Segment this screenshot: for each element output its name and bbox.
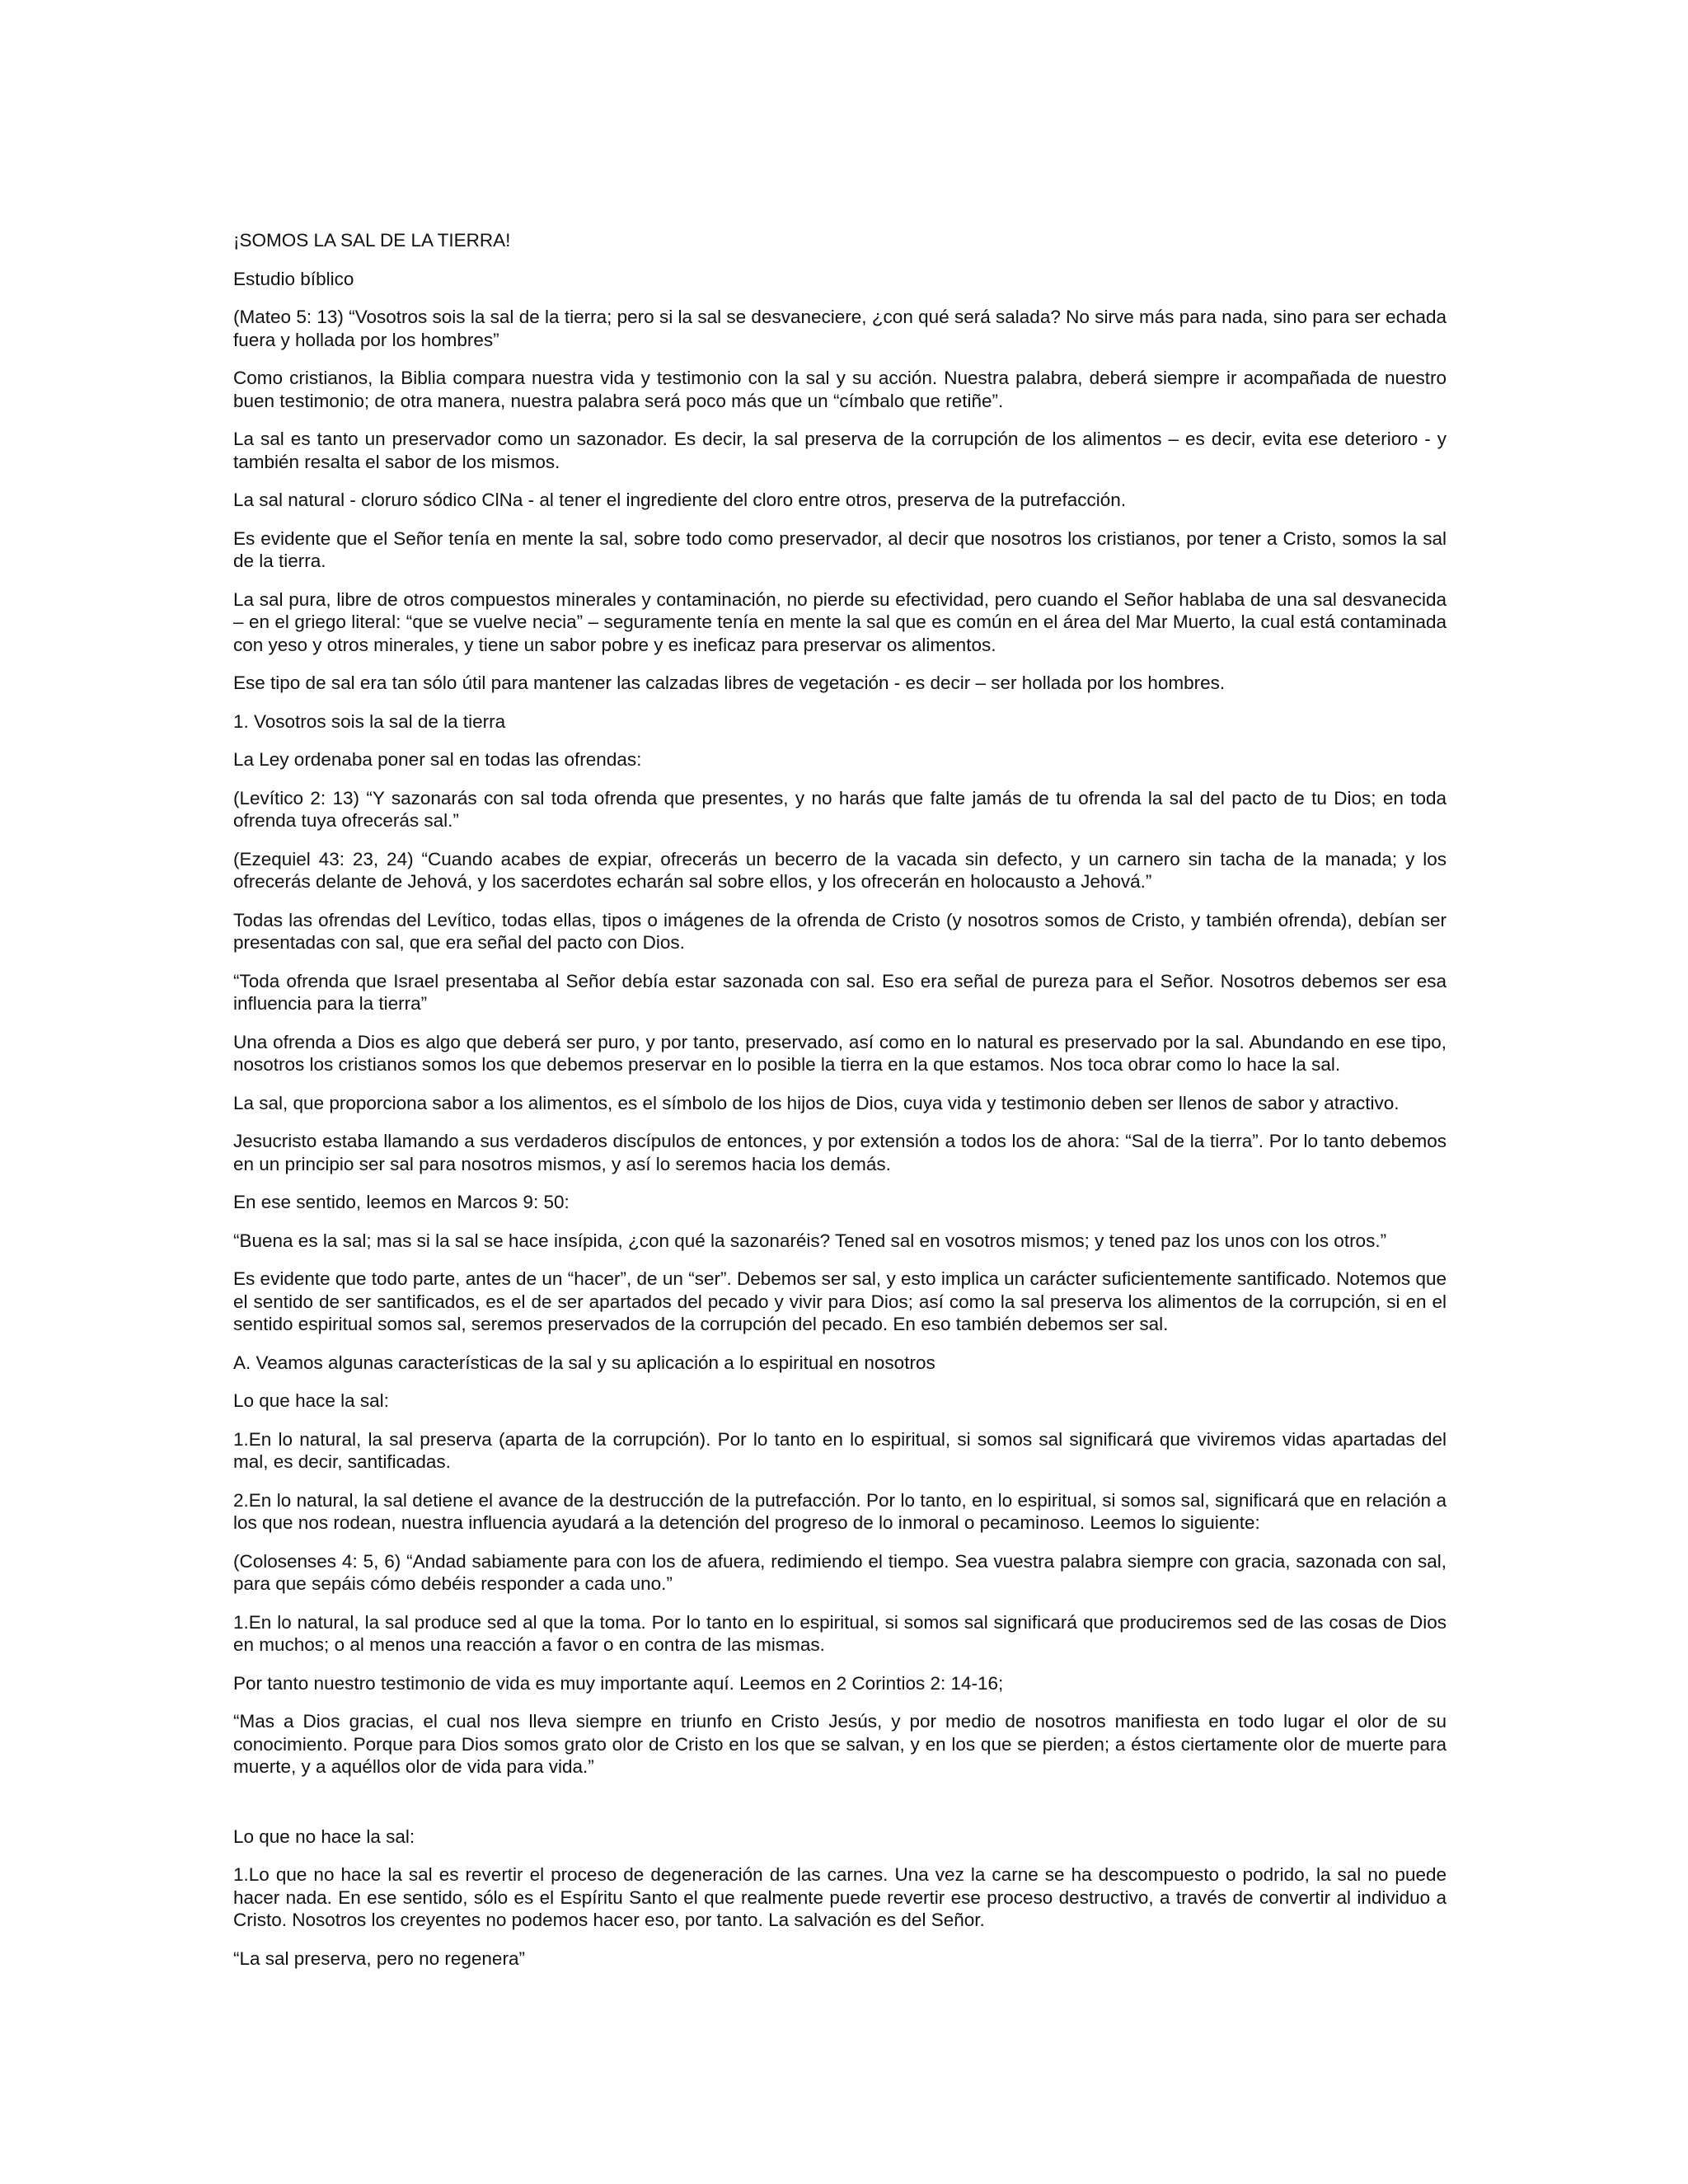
paragraph: La sal es tanto un preservador como un sazonador. Es decir, la sal preserva de la corrupción de los alimentos – es decir, evita ese deterioro - y también resalta el sabor de los mismos. (233, 429, 1447, 472)
list-item: 1.En lo natural, la sal preserva (aparta de la corrupción). Por lo tanto en lo espiritual, si somos sal significará que viviremos vidas apartadas del mal, es decir, santificadas. (233, 1428, 1447, 1472)
document-page (233, 229, 1447, 1985)
paragraph: Jesucristo estaba llamando a sus verdaderos discípulos de entonces, y por extensión a todos los de ahora: “Sal de la tierra”. Por lo tanto debemos en un principio ser sal para nosotros mismos, y así lo seremos hacia los demás. (233, 1131, 1447, 1174)
list-item: 2.En lo natural, la sal detiene el avance de la destrucción de la putrefacción. Por lo tanto, en lo espiritual, si somos sal, significará que en relación a los que nos rodean, nuestra influencia ayudará a la detención del progreso de lo inmoral o pecaminoso. Leemos lo siguiente: (233, 1489, 1447, 1533)
paragraph: “Buena es la sal; mas si la sal se hace insípida, ¿con qué la sazonaréis? Tened sal en vosotros mismos; y tened paz los unos con los otros.” (233, 1230, 1387, 1251)
paragraph: “Toda ofrenda que Israel presentaba al Señor debía estar sazonada con sal. Eso era señal de pureza para el Señor. Nosotros debemos ser esa influencia para la tierra” (233, 970, 1447, 1014)
section-heading: A. Veamos algunas características de la sal y su aplicación a lo espiritual en nosotros (233, 1352, 935, 1373)
paragraph: (Colosenses 4: 5, 6) “Andad sabiamente para con los de afuera, redimiendo el tiempo. Sea vuestra palabra siempre con gracia, sazonada con sal, para que sepáis cómo debéis responder a cada uno.” (233, 1550, 1447, 1594)
paragraph: Una ofrenda a Dios es algo que deberá ser puro, y por tanto, preservado, así como en lo natural es preservado por la sal. Abundando en ese tipo, nosotros los cristianos somos los que debemos preservar en lo posible la tierra en la que estamos. Nos toca obrar como lo hace la sal. (233, 1031, 1447, 1075)
paragraph: La Ley ordenaba poner sal en todas las ofrendas: (233, 749, 642, 770)
paragraph: “Mas a Dios gracias, el cual nos lleva siempre en triunfo en Cristo Jesús, y por medio de nosotros manifiesta en todo lugar el olor de su conocimiento. Porque para Dios somos grato olor de Cristo en los que se salvan, y en los que se pierden; a éstos ciertamente olor de muerte para muerte, y a aquéllos olor de vida para vida.” (233, 1711, 1447, 1777)
paragraph: La sal natural - cloruro sódico ClNa - al tener el ingrediente del cloro entre otros, preserva de la putrefacción. (233, 490, 1127, 510)
paragraph: (Levítico 2: 13) “Y sazonarás con sal toda ofrenda que presentes, y no harás que falte jamás de tu ofrenda la sal del pacto de tu Dios; en toda ofrenda tuya ofrecerás sal.” (233, 787, 1447, 831)
paragraph: La sal pura, libre de otros compuestos minerales y contaminación, no pierde su efectividad, pero cuando el Señor hablaba de una sal desvanecida – en el griego literal: “que se vuelve necia” – seguramente tenía en mente la sal que es común en el área del Mar Muerto, la cual está contaminada con yeso y otros minerales, y tiene un sabor pobre y es ineficaz para preservar os alimentos. (233, 588, 1447, 655)
section-heading: 1. Vosotros sois la sal de la tierra (233, 710, 506, 732)
paragraph: Todas las ofrendas del Levítico, todas ellas, tipos o imágenes de la ofrenda de Cristo (y nosotros somos de Cristo, y también ofrenda), debían ser presentadas con sal, que era señal del pacto con Dios. (233, 909, 1447, 953)
paragraph: (Ezequiel 43: 23, 24) “Cuando acabes de expiar, ofrecerás un becerro de la vacada sin defecto, y un carnero sin tacha de la manada; y los ofrecerás delante de Jehová, y los sacerdotes echarán sal sobre ellos, y los ofrecerán en holocausto a Jehová.” (233, 848, 1447, 892)
subsection-heading: Lo que hace la sal: (233, 1390, 389, 1411)
paragraph: Es evidente que el Señor tenía en mente la sal, sobre todo como preservador, al decir que nosotros los cristianos, por tener a Cristo, somos la sal de la tierra. (233, 527, 1447, 571)
paragraph: En ese sentido, leemos en Marcos 9: 50: (233, 1192, 570, 1212)
list-item: 1.Lo que no hace la sal es revertir el proceso de degeneración de las carnes. Una vez la carne se ha descompuesto o podrido, la sal no puede hacer nada. En ese sentido, sólo es el Espíritu Santo el que realmente puede revertir ese proceso destructivo, a través de convertir al individuo a Cristo. Nosotros los creyentes no podemos hacer eso, por tanto. La salvación es del Señor. (233, 1864, 1447, 1930)
paragraph: Por tanto nuestro testimonio de vida es muy importante aquí. Leemos en 2 Corintios 2: 14-16; (233, 1672, 1004, 1694)
closing-quote: “La sal preserva, pero no regenera” (233, 1947, 525, 1969)
subsection-heading: Lo que no hace la sal: (233, 1825, 415, 1847)
list-item: 1.En lo natural, la sal produce sed al que la toma. Por lo tanto en lo espiritual, si somos sal significará que produciremos sed de las cosas de Dios en muchos; o al menos una reacción a favor o en contra de las mismas. (233, 1611, 1447, 1655)
paragraph: Es evidente que todo parte, antes de un “hacer”, de un “ser”. Debemos ser sal, y esto implica un carácter suficientemente santificado. Notemos que el sentido de ser santificados, es el de ser apartados del pecado y vivir para Dios; así como la sal preserva los alimentos de la corrupción, si en el sentido espiritual somos sal, seremos preservados de la corrupción del pecado. En eso también debemos ser sal. (233, 1268, 1447, 1334)
document-subtitle: Estudio bíblico (233, 268, 354, 289)
paragraph: Ese tipo de sal era tan sólo útil para mantener las calzadas libres de vegetación - es decir – ser hollada por los hombres. (233, 673, 1226, 693)
paragraph: (Mateo 5: 13) “Vosotros sois la sal de la tierra; pero si la sal se desvaneciere, ¿con qué será salada? No sirve más para nada, sino para ser echada fuera y hollada por los hombres” (233, 307, 1447, 350)
document-title: ¡SOMOS LA SAL DE LA TIERRA! (233, 230, 511, 251)
paragraph: La sal, que proporciona sabor a los alimentos, es el símbolo de los hijos de Dios, cuya vida y testimonio deben ser llenos de sabor y atractivo. (233, 1092, 1400, 1113)
paragraph: Como cristianos, la Biblia compara nuestra vida y testimonio con la sal y su acción. Nuestra palabra, deberá siempre ir acompañada de nuestro buen testimonio; de otra manera, nuestra palabra será poco más que un “címbalo que retiñe”. (233, 368, 1447, 411)
